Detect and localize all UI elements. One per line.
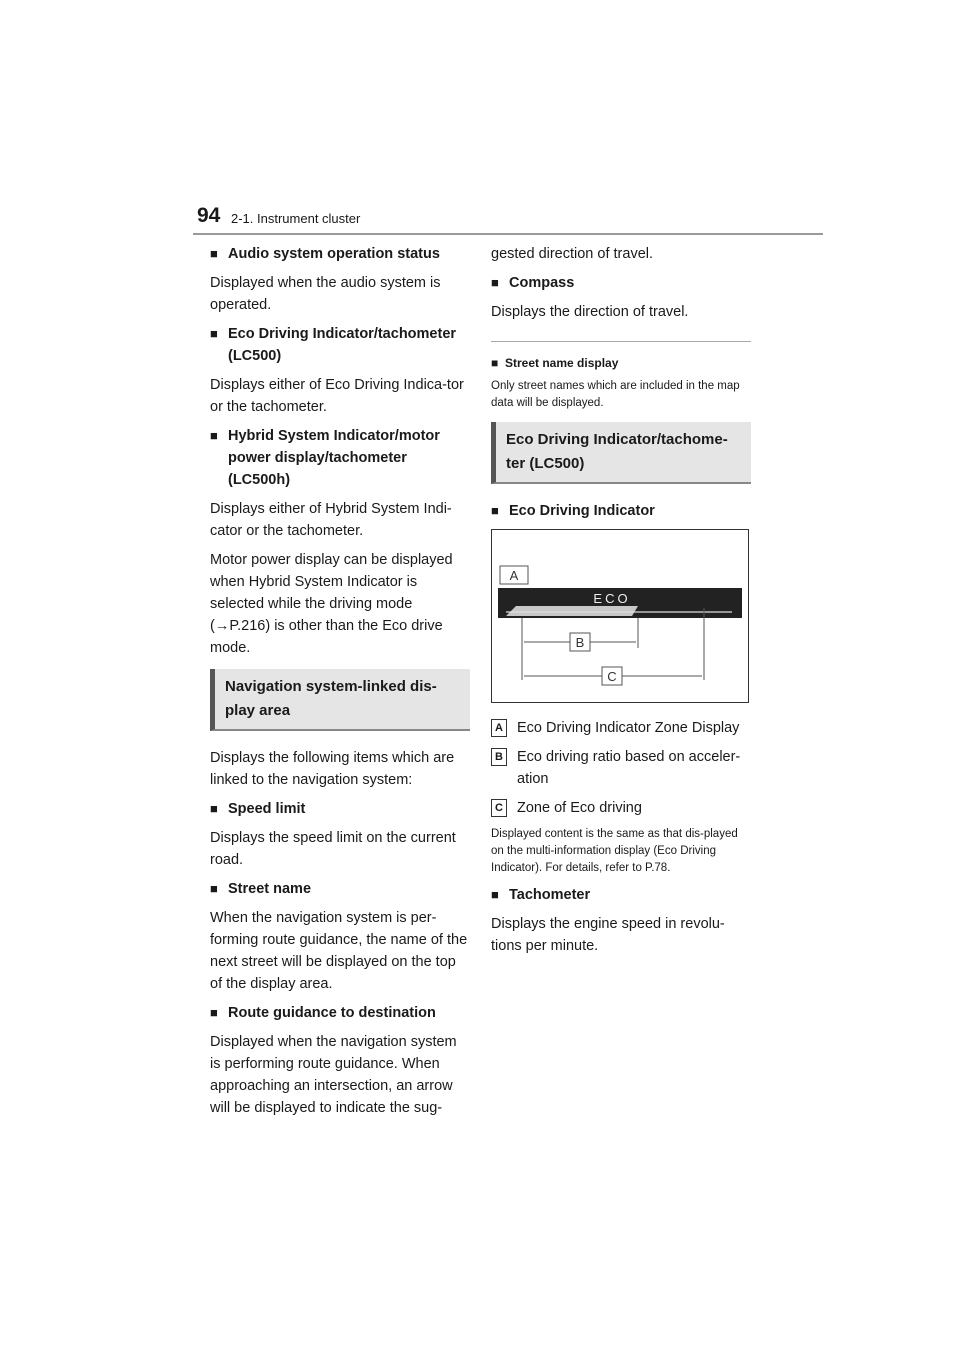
- callout-c: [491, 797, 751, 819]
- note-heading: ■ Street name display: [491, 352, 751, 374]
- callout-a: [491, 717, 751, 739]
- square-bullet-icon: ■: [210, 881, 218, 896]
- square-bullet-icon: ■: [210, 1005, 218, 1020]
- eco-heading: ■ Eco Driving Indicator/tachometer (LC500): [210, 323, 470, 367]
- callout-b: [491, 746, 751, 790]
- square-bullet-icon: ■: [491, 275, 499, 290]
- hybrid-heading: ■ Hybrid System Indicator/motor power display/tachometer (LC500h): [210, 425, 470, 491]
- tachometer-heading: ■ Tachometer: [491, 884, 751, 906]
- page-number: 94: [197, 204, 221, 227]
- square-bullet-icon: ■: [210, 801, 218, 816]
- nav-section-heading: Navigation system-linked dis-play area: [210, 669, 470, 731]
- figure-label-b: B: [575, 635, 585, 650]
- route-text: Displayed when the navigation system is performing route guidance. When approaching an intersection, an arrow will be displayed to indicate the sug-: [210, 1034, 457, 1116]
- eco-bar-label: ECO: [593, 591, 631, 606]
- compass-text: Displays the direction of travel.: [491, 304, 689, 320]
- tachometer-text: Displays the engine speed in revolu-tions per minute.: [491, 916, 725, 954]
- square-bullet-icon: ■: [491, 887, 499, 902]
- note-divider: [491, 341, 751, 342]
- square-bullet-icon: ■: [491, 503, 499, 518]
- square-bullet-icon: ■: [210, 246, 218, 261]
- note-text: Only street names which are included in the map data will be displayed.: [491, 380, 740, 409]
- figure-note: Displayed content is the same as that dis-played on the multi-information display (Eco Driving Indicator). For details, refer to P.78.: [491, 828, 738, 874]
- route-continued-text: gested direction of travel.: [491, 246, 654, 262]
- eco-indicator-heading: ■ Eco Driving Indicator: [491, 500, 751, 522]
- eco-zone-bar: [506, 606, 638, 616]
- section-title: 2-1. Instrument cluster: [231, 211, 361, 226]
- square-bullet-icon: ■: [210, 428, 218, 443]
- right-column: [491, 243, 751, 964]
- nav-text: Displays the following items which are linked to the navigation system:: [210, 750, 455, 788]
- eco-section-heading: Eco Driving Indicator/tachome-ter (LC500): [491, 422, 751, 484]
- eco-indicator-figure: [491, 529, 749, 703]
- audio-heading: ■ Audio system operation status: [210, 243, 470, 265]
- callout-a-text: Eco Driving Indicator Zone Display: [517, 720, 740, 736]
- street-text: When the navigation system is per-forming route guidance, the name of the next street will be displayed on the top of the display area.: [210, 910, 468, 992]
- callout-a-label: A: [491, 719, 507, 737]
- square-bullet-icon: ■: [210, 326, 218, 341]
- speed-text: Displays the speed limit on the current road.: [210, 830, 456, 868]
- street-heading: ■ Street name: [210, 878, 470, 900]
- hybrid-text: Displays either of Hybrid System Indi-cator or the tachometer.: [210, 501, 452, 539]
- figure-label-c: C: [607, 669, 617, 684]
- eco-text: Displays either of Eco Driving Indica-tor or the tachometer.: [210, 377, 464, 415]
- route-heading: ■ Route guidance to destination: [210, 1002, 470, 1024]
- motor-text: Motor power display can be displayed when Hybrid System Indicator is selected while the driving mode (→P.216) is other than the Eco drive mode.: [210, 552, 453, 656]
- callout-b-text: Eco driving ratio based on acceler-ation: [517, 749, 741, 787]
- compass-heading: ■ Compass: [491, 272, 751, 294]
- figure-label-a: A: [509, 568, 519, 583]
- square-bullet-icon: ■: [491, 356, 499, 370]
- callout-c-label: C: [491, 799, 507, 817]
- callout-c-text: Zone of Eco driving: [517, 800, 642, 816]
- header-divider: [193, 233, 823, 235]
- eco-indicator-illustration: [492, 530, 748, 702]
- left-column: [210, 243, 470, 1126]
- audio-text: Displayed when the audio system is operated.: [210, 275, 441, 313]
- speed-heading: ■ Speed limit: [210, 798, 470, 820]
- callout-b-label: B: [491, 748, 507, 766]
